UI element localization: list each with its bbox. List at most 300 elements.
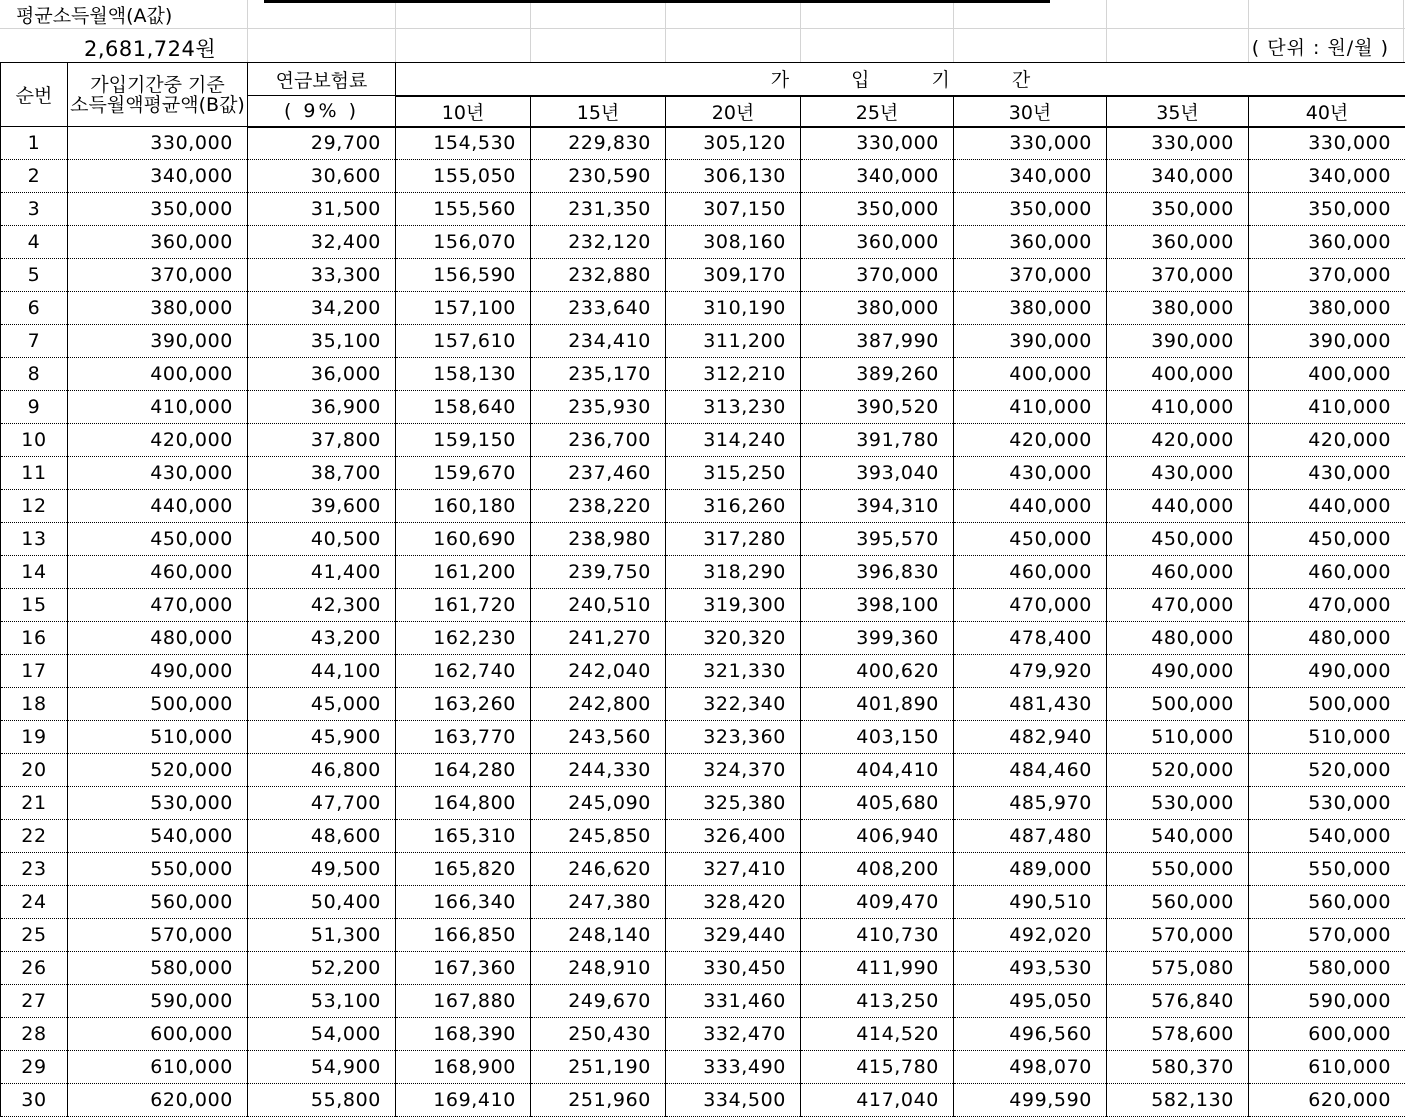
cell-35y: 490,000 (1107, 655, 1249, 688)
cell-no: 26 (1, 952, 68, 985)
cell-40y: 460,000 (1249, 556, 1405, 589)
header-period-10: 10년 (396, 96, 531, 127)
table-row (1, 754, 1405, 787)
cell-base-income: 530,000 (68, 787, 248, 820)
cell-base-income: 540,000 (68, 820, 248, 853)
table-body (1, 127, 1405, 1117)
header-period-30: 30년 (954, 96, 1107, 127)
cell-no: 29 (1, 1051, 68, 1084)
table-row (1, 820, 1405, 853)
cell-10y: 167,880 (396, 985, 531, 1018)
cell-40y: 380,000 (1249, 292, 1405, 325)
cell-10y: 163,260 (396, 688, 531, 721)
cell-20y: 314,240 (666, 424, 801, 457)
cell-20y: 322,340 (666, 688, 801, 721)
table-row (1, 853, 1405, 886)
cell-no: 9 (1, 391, 68, 424)
cell-40y: 590,000 (1249, 985, 1405, 1018)
cell-40y: 410,000 (1249, 391, 1405, 424)
cell-no: 10 (1, 424, 68, 457)
gridline (665, 0, 666, 62)
cell-base-income: 420,000 (68, 424, 248, 457)
cell-25y: 395,570 (801, 523, 954, 556)
cell-10y: 159,670 (396, 457, 531, 490)
cell-40y: 430,000 (1249, 457, 1405, 490)
gridline (0, 28, 1405, 29)
cell-25y: 399,360 (801, 622, 954, 655)
cell-no: 21 (1, 787, 68, 820)
cell-10y: 155,560 (396, 193, 531, 226)
table-row (1, 490, 1405, 523)
cell-40y: 470,000 (1249, 589, 1405, 622)
cell-15y: 251,960 (531, 1084, 666, 1117)
cell-no: 11 (1, 457, 68, 490)
cell-15y: 244,330 (531, 754, 666, 787)
header-base-income-line1: 가입기간중 기준 (90, 73, 225, 96)
cell-20y: 326,400 (666, 820, 801, 853)
cell-15y: 229,830 (531, 127, 666, 160)
cell-base-income: 550,000 (68, 853, 248, 886)
table-row (1, 919, 1405, 952)
cell-base-income: 490,000 (68, 655, 248, 688)
cell-base-income: 380,000 (68, 292, 248, 325)
cell-25y: 411,990 (801, 952, 954, 985)
cell-premium: 46,800 (248, 754, 396, 787)
cell-15y: 236,700 (531, 424, 666, 457)
cell-10y: 156,590 (396, 259, 531, 292)
cell-base-income: 360,000 (68, 226, 248, 259)
cell-premium: 33,300 (248, 259, 396, 292)
table-row (1, 391, 1405, 424)
cell-10y: 166,340 (396, 886, 531, 919)
cell-20y: 307,150 (666, 193, 801, 226)
cell-35y: 390,000 (1107, 325, 1249, 358)
header-period-20: 20년 (666, 96, 801, 127)
cell-40y: 450,000 (1249, 523, 1405, 556)
cell-15y: 246,620 (531, 853, 666, 886)
cell-base-income: 620,000 (68, 1084, 248, 1117)
cell-no: 28 (1, 1018, 68, 1051)
unit-label: ( 단위 : 원/월 ) (1251, 37, 1389, 59)
cell-30y: 350,000 (954, 193, 1107, 226)
cell-30y: 460,000 (954, 556, 1107, 589)
cell-35y: 510,000 (1107, 721, 1249, 754)
cell-30y: 490,510 (954, 886, 1107, 919)
table-row (1, 622, 1405, 655)
cell-20y: 334,500 (666, 1084, 801, 1117)
cell-30y: 492,020 (954, 919, 1107, 952)
cell-20y: 325,380 (666, 787, 801, 820)
cell-25y: 415,780 (801, 1051, 954, 1084)
cell-40y: 360,000 (1249, 226, 1405, 259)
cell-35y: 580,370 (1107, 1051, 1249, 1084)
cell-10y: 165,820 (396, 853, 531, 886)
cell-40y: 550,000 (1249, 853, 1405, 886)
cell-20y: 328,420 (666, 886, 801, 919)
cell-base-income: 600,000 (68, 1018, 248, 1051)
cell-25y: 380,000 (801, 292, 954, 325)
cell-no: 16 (1, 622, 68, 655)
cell-30y: 485,970 (954, 787, 1107, 820)
cell-base-income: 440,000 (68, 490, 248, 523)
cell-no: 20 (1, 754, 68, 787)
cell-30y: 470,000 (954, 589, 1107, 622)
cell-premium: 50,400 (248, 886, 396, 919)
cell-premium: 47,700 (248, 787, 396, 820)
cell-10y: 157,610 (396, 325, 531, 358)
gridline (1248, 0, 1249, 62)
table-row (1, 589, 1405, 622)
cell-40y: 620,000 (1249, 1084, 1405, 1117)
table-row (1, 424, 1405, 457)
header-no: 순번 (1, 63, 68, 127)
cell-35y: 340,000 (1107, 160, 1249, 193)
table-row (1, 688, 1405, 721)
cell-premium: 44,100 (248, 655, 396, 688)
cell-15y: 243,560 (531, 721, 666, 754)
cell-20y: 331,460 (666, 985, 801, 1018)
header-period-25: 25년 (801, 96, 954, 127)
cell-35y: 430,000 (1107, 457, 1249, 490)
cell-40y: 520,000 (1249, 754, 1405, 787)
cell-35y: 578,600 (1107, 1018, 1249, 1051)
cell-40y: 370,000 (1249, 259, 1405, 292)
cell-35y: 500,000 (1107, 688, 1249, 721)
cell-25y: 330,000 (801, 127, 954, 160)
cell-10y: 164,280 (396, 754, 531, 787)
cell-base-income: 520,000 (68, 754, 248, 787)
header-period-15: 15년 (531, 96, 666, 127)
cell-10y: 167,360 (396, 952, 531, 985)
cell-premium: 41,400 (248, 556, 396, 589)
table-row (1, 193, 1405, 226)
table-row (1, 1084, 1405, 1117)
cell-30y: 430,000 (954, 457, 1107, 490)
cell-25y: 406,940 (801, 820, 954, 853)
cell-no: 30 (1, 1084, 68, 1117)
cell-25y: 370,000 (801, 259, 954, 292)
cell-base-income: 580,000 (68, 952, 248, 985)
cell-40y: 420,000 (1249, 424, 1405, 457)
cell-40y: 340,000 (1249, 160, 1405, 193)
table-row (1, 358, 1405, 391)
cell-10y: 168,390 (396, 1018, 531, 1051)
cell-15y: 237,460 (531, 457, 666, 490)
cell-premium: 53,100 (248, 985, 396, 1018)
cell-40y: 530,000 (1249, 787, 1405, 820)
cell-40y: 510,000 (1249, 721, 1405, 754)
cell-30y: 400,000 (954, 358, 1107, 391)
cell-no: 23 (1, 853, 68, 886)
cell-15y: 233,640 (531, 292, 666, 325)
cell-40y: 570,000 (1249, 919, 1405, 952)
cell-25y: 360,000 (801, 226, 954, 259)
cell-20y: 332,470 (666, 1018, 801, 1051)
cell-10y: 168,900 (396, 1051, 531, 1084)
cell-20y: 313,230 (666, 391, 801, 424)
cell-no: 8 (1, 358, 68, 391)
cell-20y: 305,120 (666, 127, 801, 160)
cell-10y: 155,050 (396, 160, 531, 193)
cell-premium: 49,500 (248, 853, 396, 886)
table-row (1, 292, 1405, 325)
table-row (1, 721, 1405, 754)
header-base-income (68, 63, 248, 127)
header-period: 가 입 기 간 (396, 63, 1405, 96)
cell-30y: 390,000 (954, 325, 1107, 358)
cell-30y: 482,940 (954, 721, 1107, 754)
cell-base-income: 370,000 (68, 259, 248, 292)
cell-no: 5 (1, 259, 68, 292)
cell-base-income: 390,000 (68, 325, 248, 358)
cell-30y: 481,430 (954, 688, 1107, 721)
cell-20y: 329,440 (666, 919, 801, 952)
cell-40y: 560,000 (1249, 886, 1405, 919)
cell-25y: 409,470 (801, 886, 954, 919)
cell-40y: 490,000 (1249, 655, 1405, 688)
cell-40y: 600,000 (1249, 1018, 1405, 1051)
cell-no: 18 (1, 688, 68, 721)
cell-15y: 248,910 (531, 952, 666, 985)
cell-no: 3 (1, 193, 68, 226)
cell-30y: 484,460 (954, 754, 1107, 787)
cell-35y: 360,000 (1107, 226, 1249, 259)
cell-25y: 396,830 (801, 556, 954, 589)
cell-premium: 31,500 (248, 193, 396, 226)
cell-35y: 460,000 (1107, 556, 1249, 589)
cell-40y: 440,000 (1249, 490, 1405, 523)
cell-base-income: 470,000 (68, 589, 248, 622)
gridline (1403, 0, 1404, 62)
cell-30y: 360,000 (954, 226, 1107, 259)
cell-10y: 162,230 (396, 622, 531, 655)
cell-premium: 34,200 (248, 292, 396, 325)
cell-40y: 330,000 (1249, 127, 1405, 160)
cell-35y: 440,000 (1107, 490, 1249, 523)
cell-20y: 321,330 (666, 655, 801, 688)
cell-base-income: 400,000 (68, 358, 248, 391)
cell-10y: 166,850 (396, 919, 531, 952)
cell-35y: 420,000 (1107, 424, 1249, 457)
cell-35y: 480,000 (1107, 622, 1249, 655)
cell-no: 25 (1, 919, 68, 952)
cell-base-income: 330,000 (68, 127, 248, 160)
cell-30y: 340,000 (954, 160, 1107, 193)
cell-15y: 230,590 (531, 160, 666, 193)
top-rule (264, 0, 1050, 3)
table-row (1, 886, 1405, 919)
cell-20y: 330,450 (666, 952, 801, 985)
cell-10y: 156,070 (396, 226, 531, 259)
table-row (1, 226, 1405, 259)
cell-25y: 408,200 (801, 853, 954, 886)
pension-table (0, 62, 1405, 1117)
cell-10y: 159,150 (396, 424, 531, 457)
cell-30y: 420,000 (954, 424, 1107, 457)
cell-35y: 330,000 (1107, 127, 1249, 160)
cell-premium: 37,800 (248, 424, 396, 457)
cell-35y: 370,000 (1107, 259, 1249, 292)
cell-20y: 333,490 (666, 1051, 801, 1084)
cell-premium: 54,900 (248, 1051, 396, 1084)
cell-35y: 450,000 (1107, 523, 1249, 556)
cell-premium: 42,300 (248, 589, 396, 622)
cell-10y: 160,180 (396, 490, 531, 523)
cell-35y: 582,130 (1107, 1084, 1249, 1117)
table-row (1, 127, 1405, 160)
gridline (530, 0, 531, 62)
cell-30y: 380,000 (954, 292, 1107, 325)
header-premium: 연금보험료 (248, 63, 396, 96)
cell-base-income: 350,000 (68, 193, 248, 226)
cell-35y: 410,000 (1107, 391, 1249, 424)
cell-base-income: 590,000 (68, 985, 248, 1018)
cell-40y: 480,000 (1249, 622, 1405, 655)
header-premium-rate: ( 9% ) (248, 96, 396, 127)
cell-35y: 470,000 (1107, 589, 1249, 622)
cell-10y: 164,800 (396, 787, 531, 820)
cell-base-income: 570,000 (68, 919, 248, 952)
cell-15y: 235,930 (531, 391, 666, 424)
cell-premium: 38,700 (248, 457, 396, 490)
cell-35y: 380,000 (1107, 292, 1249, 325)
cell-15y: 242,040 (531, 655, 666, 688)
cell-40y: 610,000 (1249, 1051, 1405, 1084)
gridline (800, 0, 801, 62)
cell-25y: 401,890 (801, 688, 954, 721)
cell-premium: 32,400 (248, 226, 396, 259)
gridline (1106, 0, 1107, 62)
cell-15y: 250,430 (531, 1018, 666, 1051)
cell-premium: 39,600 (248, 490, 396, 523)
cell-25y: 390,520 (801, 391, 954, 424)
cell-no: 12 (1, 490, 68, 523)
table-row (1, 985, 1405, 1018)
cell-15y: 247,380 (531, 886, 666, 919)
cell-20y: 306,130 (666, 160, 801, 193)
cell-30y: 479,920 (954, 655, 1107, 688)
cell-premium: 51,300 (248, 919, 396, 952)
cell-25y: 410,730 (801, 919, 954, 952)
cell-premium: 43,200 (248, 622, 396, 655)
cell-base-income: 460,000 (68, 556, 248, 589)
cell-25y: 393,040 (801, 457, 954, 490)
cell-no: 24 (1, 886, 68, 919)
cell-25y: 405,680 (801, 787, 954, 820)
cell-25y: 387,990 (801, 325, 954, 358)
cell-no: 13 (1, 523, 68, 556)
cell-base-income: 560,000 (68, 886, 248, 919)
cell-no: 6 (1, 292, 68, 325)
cell-30y: 450,000 (954, 523, 1107, 556)
cell-25y: 389,260 (801, 358, 954, 391)
cell-premium: 40,500 (248, 523, 396, 556)
cell-30y: 487,480 (954, 820, 1107, 853)
cell-no: 27 (1, 985, 68, 1018)
cell-30y: 478,400 (954, 622, 1107, 655)
cell-10y: 160,690 (396, 523, 531, 556)
cell-no: 14 (1, 556, 68, 589)
cell-40y: 580,000 (1249, 952, 1405, 985)
cell-40y: 390,000 (1249, 325, 1405, 358)
table-row (1, 160, 1405, 193)
cell-35y: 560,000 (1107, 886, 1249, 919)
cell-10y: 163,770 (396, 721, 531, 754)
cell-20y: 312,210 (666, 358, 801, 391)
cell-15y: 241,270 (531, 622, 666, 655)
cell-30y: 496,560 (954, 1018, 1107, 1051)
cell-20y: 320,320 (666, 622, 801, 655)
cell-30y: 410,000 (954, 391, 1107, 424)
cell-no: 17 (1, 655, 68, 688)
cell-premium: 45,000 (248, 688, 396, 721)
cell-15y: 245,090 (531, 787, 666, 820)
cell-10y: 158,640 (396, 391, 531, 424)
cell-25y: 391,780 (801, 424, 954, 457)
cell-15y: 232,120 (531, 226, 666, 259)
cell-10y: 157,100 (396, 292, 531, 325)
cell-30y: 440,000 (954, 490, 1107, 523)
table-row (1, 523, 1405, 556)
cell-35y: 520,000 (1107, 754, 1249, 787)
cell-20y: 318,290 (666, 556, 801, 589)
table-row (1, 325, 1405, 358)
cell-10y: 158,130 (396, 358, 531, 391)
cell-base-income: 500,000 (68, 688, 248, 721)
cell-no: 19 (1, 721, 68, 754)
cell-15y: 235,170 (531, 358, 666, 391)
cell-15y: 251,190 (531, 1051, 666, 1084)
cell-15y: 240,510 (531, 589, 666, 622)
table-row (1, 787, 1405, 820)
cell-premium: 35,100 (248, 325, 396, 358)
gridline (953, 0, 954, 62)
cell-25y: 340,000 (801, 160, 954, 193)
cell-15y: 245,850 (531, 820, 666, 853)
cell-no: 2 (1, 160, 68, 193)
cell-35y: 350,000 (1107, 193, 1249, 226)
cell-35y: 550,000 (1107, 853, 1249, 886)
cell-20y: 327,410 (666, 853, 801, 886)
cell-20y: 319,300 (666, 589, 801, 622)
table-row (1, 259, 1405, 292)
cell-15y: 248,140 (531, 919, 666, 952)
cell-20y: 323,360 (666, 721, 801, 754)
cell-30y: 495,050 (954, 985, 1107, 1018)
cell-40y: 350,000 (1249, 193, 1405, 226)
cell-35y: 570,000 (1107, 919, 1249, 952)
cell-25y: 394,310 (801, 490, 954, 523)
table-row (1, 457, 1405, 490)
cell-premium: 30,600 (248, 160, 396, 193)
cell-no: 7 (1, 325, 68, 358)
cell-premium: 52,200 (248, 952, 396, 985)
cell-35y: 530,000 (1107, 787, 1249, 820)
cell-25y: 403,150 (801, 721, 954, 754)
cell-40y: 540,000 (1249, 820, 1405, 853)
cell-premium: 48,600 (248, 820, 396, 853)
cell-10y: 154,530 (396, 127, 531, 160)
cell-premium: 36,900 (248, 391, 396, 424)
cell-20y: 315,250 (666, 457, 801, 490)
cell-20y: 311,200 (666, 325, 801, 358)
gridline (395, 0, 396, 62)
cell-20y: 309,170 (666, 259, 801, 292)
cell-25y: 417,040 (801, 1084, 954, 1117)
cell-35y: 576,840 (1107, 985, 1249, 1018)
header-period-35: 35년 (1107, 96, 1249, 127)
cell-premium: 45,900 (248, 721, 396, 754)
